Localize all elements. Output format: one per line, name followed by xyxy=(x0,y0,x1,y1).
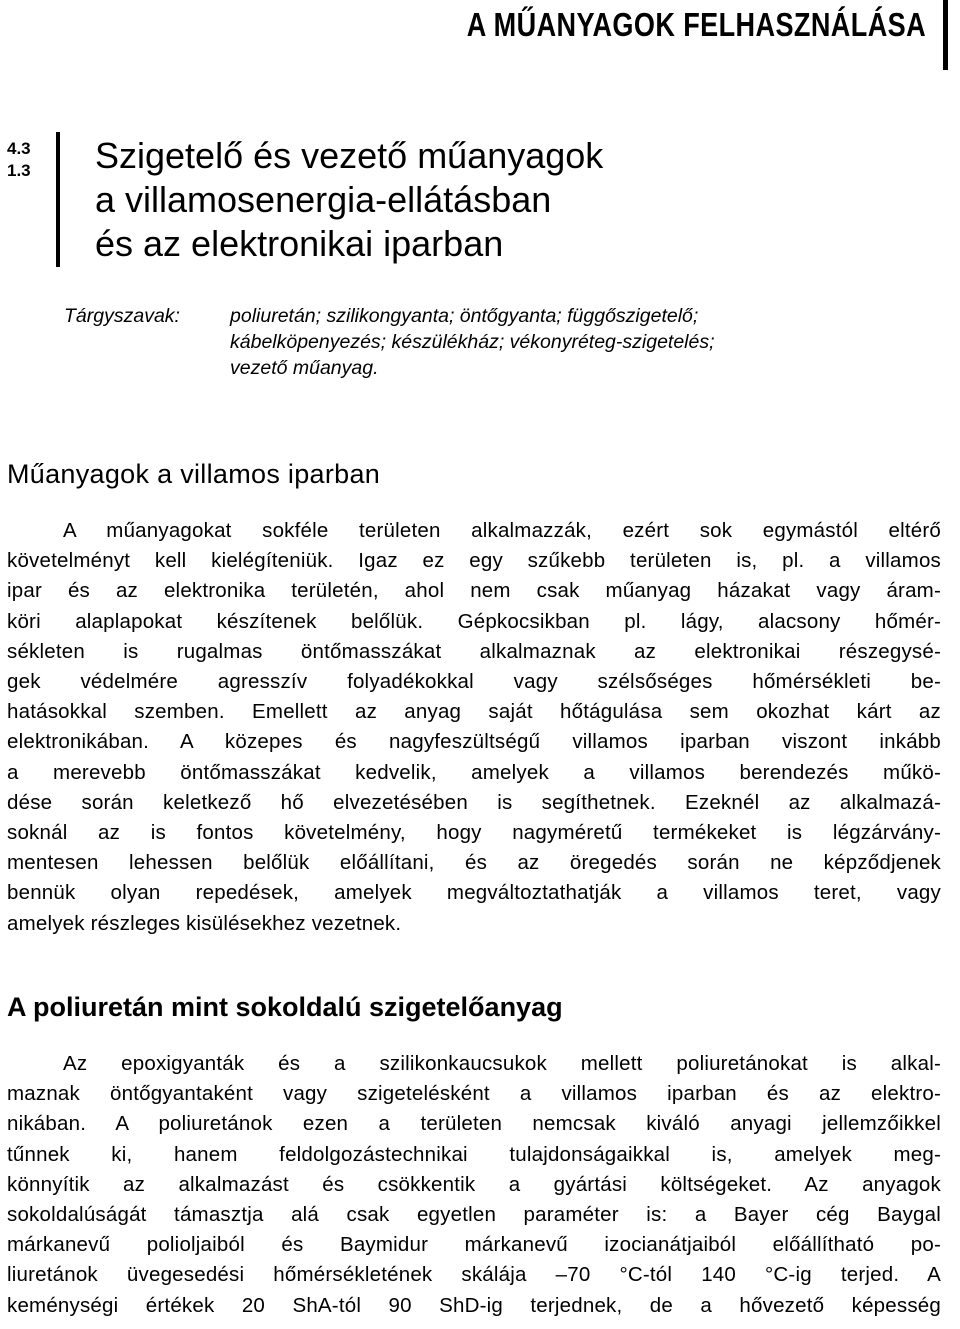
header-vertical-rule xyxy=(943,0,948,70)
keywords-line: poliuretán; szilikongyanta; öntőgyanta; függőszigetelő; xyxy=(230,305,699,327)
paragraph-line: köri alaplapokat készítenek belőlük. Gépkocsikban pl. lágy, alacsony hőmér- xyxy=(7,609,941,633)
paragraph-line: bennük olyan repedések, amelyek megváltoztathatják a villamos teret, vagy xyxy=(7,881,941,905)
paragraph-line: soknál az is fontos követelmény, hogy nagyméretű termékeket is légzárvány- xyxy=(7,821,941,845)
article-title-line: a villamosenergia-ellátásban xyxy=(95,179,552,220)
article-title xyxy=(95,134,603,266)
section-number-line: 4.3 xyxy=(7,139,31,158)
paragraph-line: hatásokkal szemben. Emellett az anyag saját hőtágulása sem okozhat kárt az xyxy=(7,700,941,724)
running-header-title: A MŰANYAGOK FELHASZNÁLÁSA xyxy=(466,6,926,43)
keywords-line: kábelköpenyezés; készülékház; vékonyréteg-szigetelés; xyxy=(230,331,715,353)
body-paragraph-1 xyxy=(7,516,941,939)
paragraph-line: tűnnek ki, hanem feldolgozástechnikai tulajdonságaikkal is, amelyek meg- xyxy=(7,1142,941,1166)
section-heading-plastics-electrical: Műanyagok a villamos iparban xyxy=(7,459,381,489)
paragraph-line: márkanevű polioljaiból és Baymidur márkanevű izocianátjaiból előállítható po- xyxy=(7,1233,941,1257)
paragraph-line: nikában. A poliuretánok ezen a területen nemcsak kiváló anyagi jellemzőikkel xyxy=(7,1112,941,1136)
section-heading-polyurethane: A poliuretán mint sokoldalú szigetelőanyag xyxy=(7,992,563,1022)
paragraph-line: ipar és az elektronika területén, ahol nem csak műanyag házakat vagy áram- xyxy=(7,579,941,603)
paragraph-line: elektronikában. A közepes és nagyfeszültségű villamos iparban viszont inkább xyxy=(7,730,941,754)
paragraph-line: követelményt kell kielégíteniük. Igaz ez egy szűkebb területen is, pl. a villamos xyxy=(7,549,941,573)
paragraph-line: sékleten is rugalmas öntőmasszákat alkalmaznak az elektronikai részegysé- xyxy=(7,639,941,663)
paragraph-line: A műanyagokat sokféle területen alkalmazzák, ezért sok egymástól eltérő xyxy=(63,519,941,542)
paragraph-line: gek védelmére agresszív folyadékokkal vagy szélsőséges hőmérsékleti be- xyxy=(7,670,941,694)
title-vertical-rule xyxy=(56,132,60,267)
keywords-line: vezető műanyag. xyxy=(230,357,379,379)
body-paragraph-2 xyxy=(7,1049,941,1321)
paragraph-line: könnyítik az alkalmazást és csökkentik a gyártási költségeket. Az anyagok xyxy=(7,1172,941,1196)
paragraph-line: Az epoxigyanták és a szilikonkaucsukok mellett poliuretánokat is alkal- xyxy=(63,1052,941,1075)
paragraph-line: keménységi értékek 20 ShA-tól 90 ShD-ig terjednek, de a hővezető képesség xyxy=(7,1293,941,1317)
keywords-list xyxy=(230,303,930,381)
paragraph-line: dése során keletkező hő elvezetésében is segíthetnek. Ezeknél az alkalmazá- xyxy=(7,790,941,814)
section-number xyxy=(7,138,31,182)
paragraph-line: a merevebb öntőmasszákat kedvelik, amelyek a villamos berendezés műkö- xyxy=(7,760,941,784)
paragraph-line: sokoldalúságát támasztja alá csak egyetlen paraméter is: a Bayer cég Baygal xyxy=(7,1203,941,1227)
section-number-line: 1.3 xyxy=(7,161,31,180)
keywords-label: Tárgyszavak: xyxy=(64,305,180,327)
article-title-line: és az elektronikai iparban xyxy=(95,223,504,264)
paragraph-line: liuretánok üvegesedési hőmérsékletének skálája –70 °C-tól 140 °C-ig terjed. A xyxy=(7,1263,941,1287)
paragraph-line: maznak öntőgyantaként vagy szigetelésként a villamos iparban és az elektro- xyxy=(7,1082,941,1106)
paragraph-line: amelyek részleges kisülésekhez vezetnek. xyxy=(7,911,402,935)
paragraph-line: mentesen lehessen belőlük előállítani, és az öregedés során ne képződjenek xyxy=(7,851,941,875)
article-title-line: Szigetelő és vezető műanyagok xyxy=(95,135,604,176)
